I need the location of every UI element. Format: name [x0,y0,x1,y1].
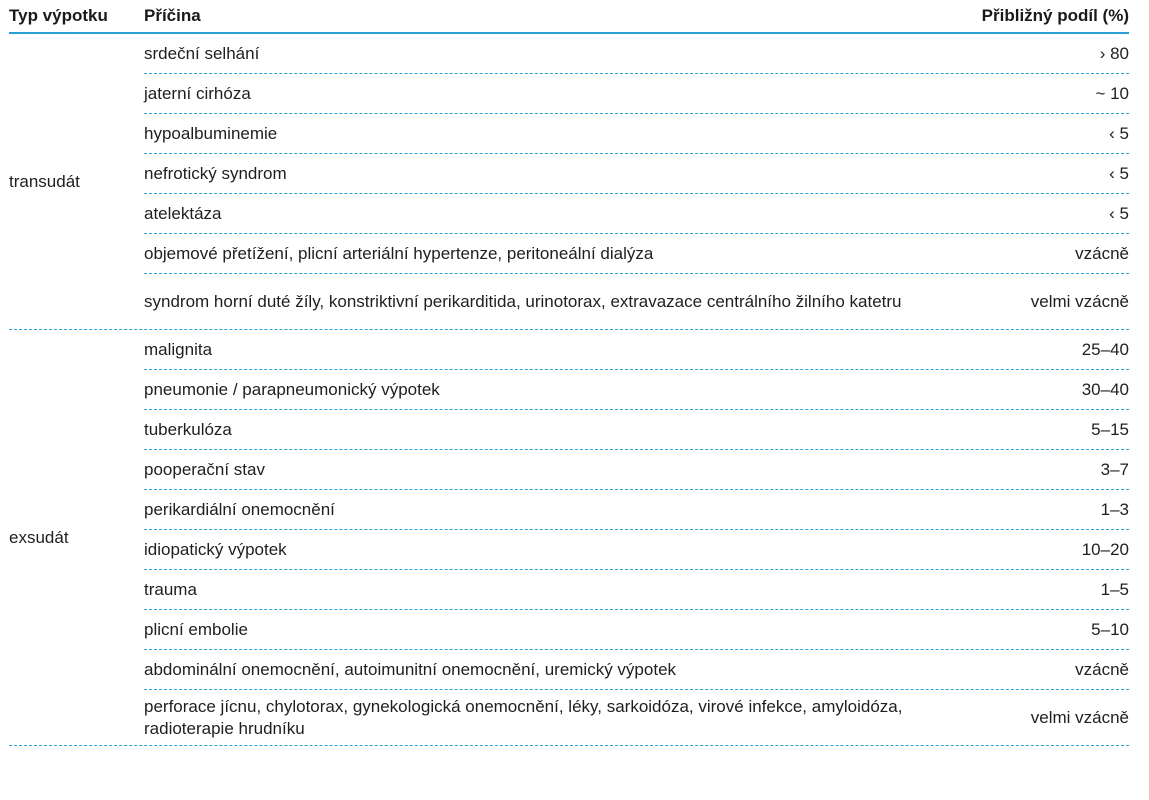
table-row [144,690,1129,745]
table-row [144,610,1129,650]
share-cell: 5–10 [1091,619,1129,639]
share-cell: ‹ 5 [1109,203,1129,223]
group-label: transudát [9,171,80,191]
table-header [9,0,1129,34]
share-cell: 5–15 [1091,419,1129,439]
table-row [144,274,1129,329]
group-exudate [9,330,1129,746]
share-cell: 25–40 [1081,339,1129,359]
table-row [144,34,1129,74]
share-cell: vzácně [1075,243,1129,263]
share-cell: velmi vzácně [1030,291,1129,311]
share-cell: 3–7 [1100,459,1129,479]
header-cause: Příčina [144,6,201,25]
table-row [144,154,1129,194]
cause-cell: trauma [144,579,197,599]
cause-cell: pooperační stav [144,459,265,479]
group-label: exsudát [9,527,69,547]
cause-cell: atelektáza [144,203,222,223]
table-row [144,330,1129,370]
cause-cell: malignita [144,339,213,359]
share-cell: ~ 10 [1095,83,1129,103]
table-row [144,570,1129,610]
share-cell: 1–3 [1100,499,1129,519]
share-cell: vzácně [1075,659,1129,679]
table-row [144,490,1129,530]
table-row [144,410,1129,450]
share-cell: ‹ 5 [1109,123,1129,143]
table-row [144,234,1129,274]
group-rows [144,34,1129,329]
effusion-table [9,0,1129,746]
share-cell: › 80 [1099,43,1129,63]
table-row [144,450,1129,490]
cause-cell: nefrotický syndrom [144,163,287,183]
cause-cell: idiopatický výpotek [144,539,287,559]
cause-cell: objemové přetížení, plicní arteriální hypertenze, peritoneální dialýza [144,243,654,263]
share-cell: 10–20 [1081,539,1129,559]
cause-cell: perikardiální onemocnění [144,499,335,519]
cause-cell: abdominální onemocnění, autoimunitní onemocnění, uremický výpotek [144,659,677,679]
group-rows [144,330,1129,745]
table-row [144,530,1129,570]
cause-cell: srdeční selhání [144,43,260,63]
header-type: Typ výpotku [9,6,108,25]
cause-cell: jaterní cirhóza [144,83,251,103]
cause-cell: tuberkulóza [144,419,232,439]
share-cell: ‹ 5 [1109,163,1129,183]
table-row [144,74,1129,114]
cause-cell: hypoalbuminemie [144,123,278,143]
table-row [144,114,1129,154]
cause-cell: perforace jícnu, chylotorax, gynekologická onemocnění, léky, sarkoidóza, virové infekce, amyloidóza, radioterapie hrudníku [144,696,903,738]
share-cell: 30–40 [1081,379,1129,399]
share-cell: 1–5 [1100,579,1129,599]
group-transudate [9,34,1129,330]
table-row [144,194,1129,234]
cause-cell: pneumonie / parapneumonický výpotek [144,379,440,399]
header-share: Přibližný podíl (%) [981,6,1129,25]
cause-cell: plicní embolie [144,619,248,639]
table-row [144,370,1129,410]
cause-cell: syndrom horní duté žíly, konstriktivní perikarditida, urinotorax, extravazace centrálního žilního katetru [144,291,902,311]
table-row [144,650,1129,690]
share-cell: velmi vzácně [1030,707,1129,727]
